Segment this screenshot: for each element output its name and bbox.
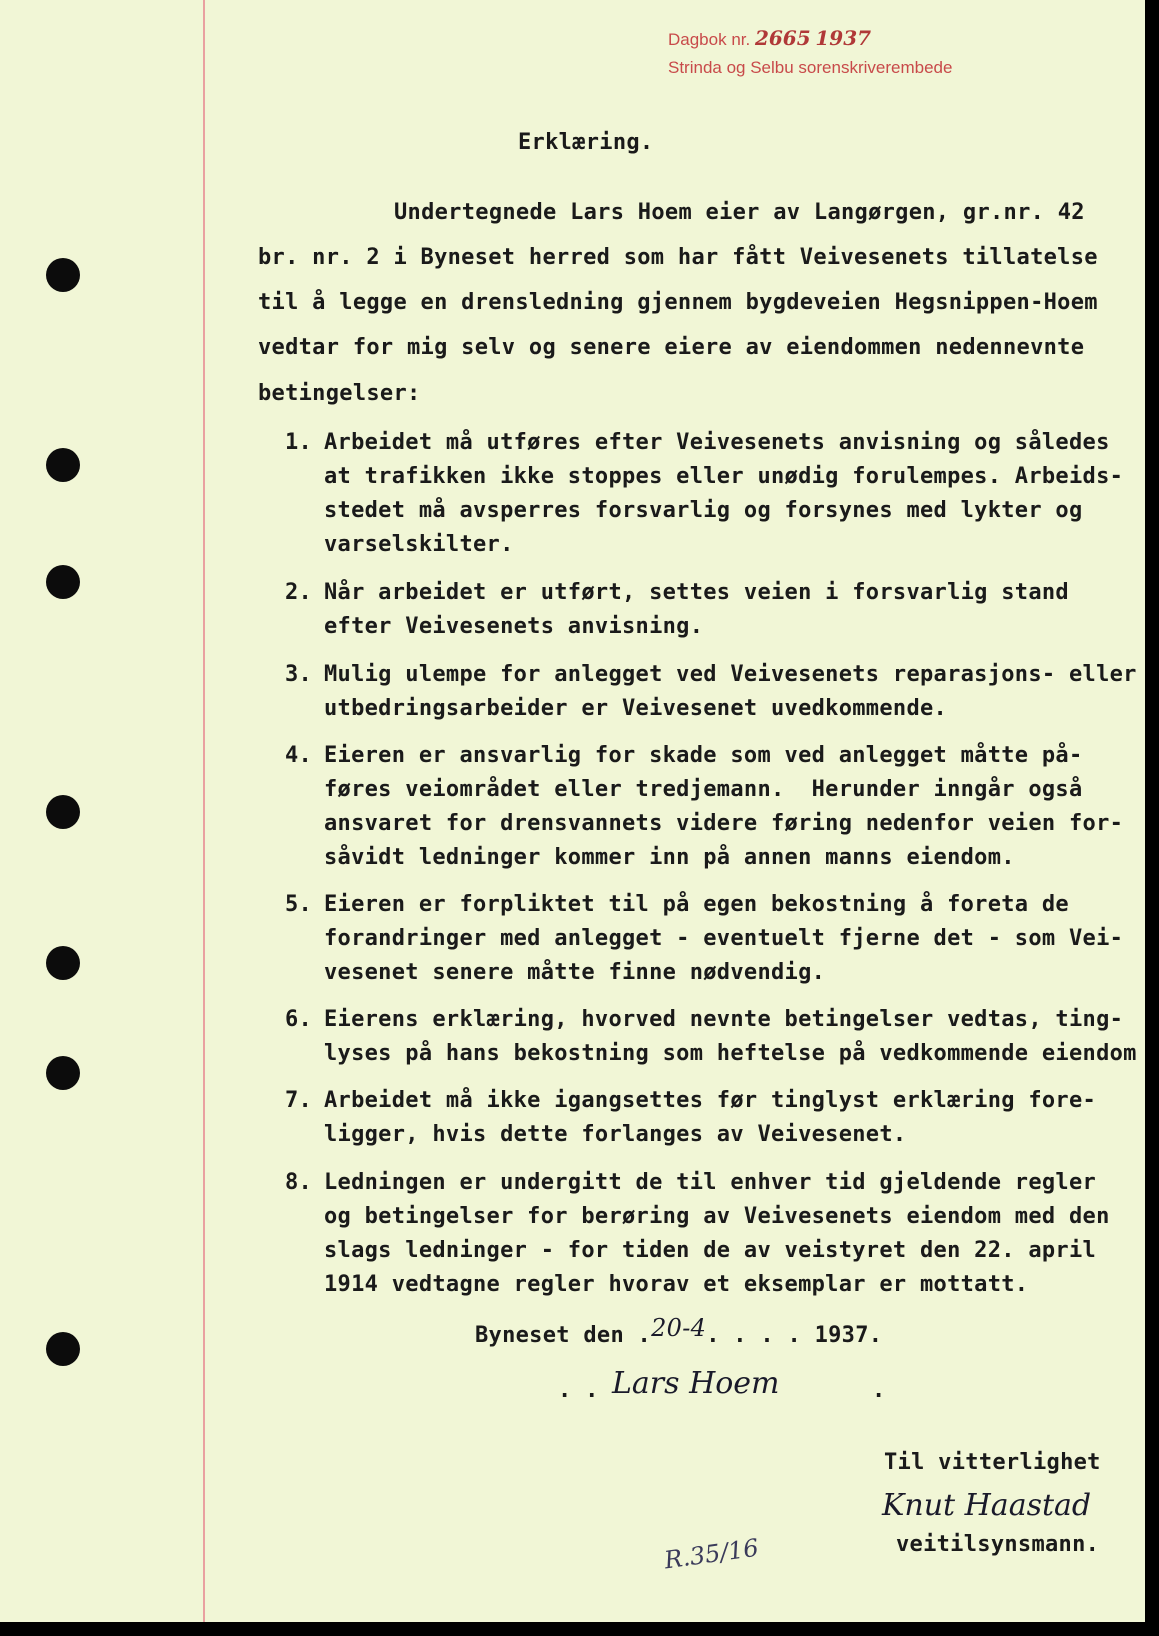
condition-line: slags ledninger - for tiden de av veistyret den 22. april — [324, 1238, 1097, 1263]
condition-line: utbedringsarbeider er Veivesenet uvedkommende. — [324, 696, 948, 721]
condition-line: ansvaret for drensvannets videre føring nedenfor veien for- — [324, 811, 1124, 836]
witness-title: veitilsynsmann. — [896, 1532, 1100, 1557]
intro-line: Undertegnede Lars Hoem eier av Langørgen, gr.nr. 42 — [394, 200, 1085, 225]
condition-line: 1914 vedtagne regler hvorav et eksemplar er mottatt. — [324, 1272, 1029, 1297]
punch-hole — [46, 565, 80, 599]
condition-line: føres veiområdet eller tredjemann. Herunder inngår også — [324, 777, 1083, 802]
date-suffix: . . . . 1937. — [706, 1323, 883, 1348]
condition-line: såvidt ledninger kommer inn på annen manns eiendom. — [324, 845, 1015, 870]
condition-line: og betingelser for berøring av Veivesenets eiendom med den — [324, 1204, 1110, 1229]
intro-line: br. nr. 2 i Byneset herred som har fått Veivesenets tillatelse — [258, 245, 1098, 270]
handwritten-date: 20-4 — [651, 1314, 707, 1342]
condition-line: ligger, hvis dette forlanges av Veivesenet. — [324, 1122, 907, 1147]
signature-trail: . — [872, 1378, 886, 1403]
condition-number: 7. — [285, 1088, 313, 1113]
condition-line: lyses på hans bekostning som heftelse på vedkommende eiendom — [324, 1041, 1137, 1066]
condition-line: Eieren er ansvarlig for skade som ved anlegget måtte på- — [324, 743, 1083, 768]
witness-heading: Til vitterlighet — [884, 1450, 1101, 1475]
condition-number: 1. — [285, 430, 313, 455]
condition-line: Når arbeidet er utført, settes veien i forsvarlig stand — [324, 580, 1069, 605]
pencil-note: R.35/16 — [662, 1533, 761, 1575]
date-line — [475, 1314, 883, 1348]
condition-number: 2. — [285, 580, 313, 605]
journal-number: 2665 — [754, 26, 811, 50]
office-stamp: Strinda og Selbu sorenskriverembede — [668, 58, 953, 77]
condition-line: Eierens erklæring, hvorved nevnte betingelser vedtas, ting- — [324, 1007, 1124, 1032]
condition-line: Eieren er forpliktet til på egen bekostning å foreta de — [324, 892, 1069, 917]
intro-line: betingelser: — [258, 381, 421, 406]
signature-dots: . . — [558, 1378, 599, 1403]
condition-line: stedet må avsperres forsvarlig og forsynes med lykter og — [324, 498, 1083, 523]
intro-line: vedtar for mig selv og senere eiere av eiendommen nedennevnte — [258, 335, 1085, 360]
condition-number: 6. — [285, 1007, 313, 1032]
document-title: Erklæring. — [518, 130, 654, 155]
condition-line: varselskilter. — [324, 532, 514, 557]
condition-number: 5. — [285, 892, 313, 917]
condition-number: 8. — [285, 1170, 313, 1195]
punch-hole — [46, 258, 80, 292]
punch-hole — [46, 1332, 80, 1366]
punch-hole — [46, 795, 80, 829]
margin-rule — [203, 0, 205, 1622]
witness-signature: Knut Haastad — [882, 1488, 1092, 1523]
condition-line: forandringer med anlegget - eventuelt fjerne det - som Vei- — [324, 926, 1124, 951]
condition-line: Arbeidet må utføres efter Veivesenets anvisning og således — [324, 430, 1110, 455]
journal-stamp — [668, 26, 871, 50]
journal-prefix: Dagbok nr. — [668, 30, 751, 49]
condition-line: vesenet senere måtte finne nødvendig. — [324, 960, 826, 985]
condition-number: 3. — [285, 662, 313, 687]
condition-line: at trafikken ikke stoppes eller unødig forulempes. Arbeids- — [324, 464, 1124, 489]
owner-signature: Lars Hoem — [612, 1366, 780, 1401]
condition-line: Arbeidet må ikke igangsettes før tinglyst erklæring fore- — [324, 1088, 1097, 1113]
condition-number: 4. — [285, 743, 313, 768]
intro-line: til å legge en drensledning gjennem bygdeveien Hegsnippen-Hoem — [258, 290, 1098, 315]
punch-hole — [46, 448, 80, 482]
date-prefix: Byneset den . — [475, 1323, 652, 1348]
journal-year: 1937 — [815, 26, 872, 50]
condition-line: Ledningen er undergitt de til enhver tid gjeldende regler — [324, 1170, 1097, 1195]
punch-hole — [46, 1056, 80, 1090]
condition-line: Mulig ulempe for anlegget ved Veivesenets reparasjons- eller — [324, 662, 1137, 687]
condition-line: efter Veivesenets anvisning. — [324, 614, 704, 639]
punch-hole — [46, 946, 80, 980]
